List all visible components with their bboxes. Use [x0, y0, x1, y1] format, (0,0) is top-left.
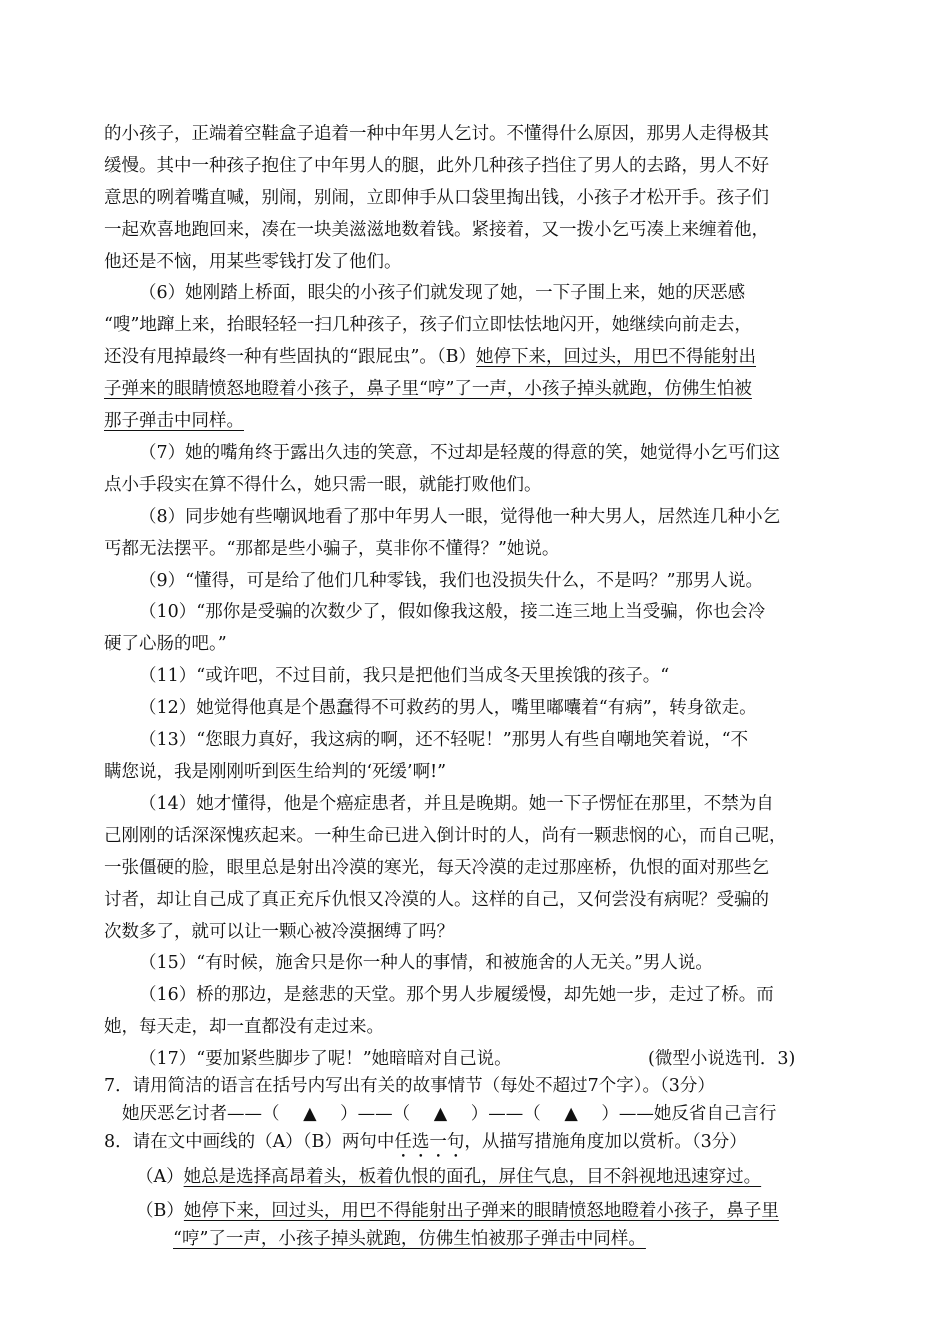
source-citation: (微型小说选刊．3)	[648, 1049, 796, 1069]
p14-line-4: 讨者，却让自己成了真正充斥仇恨又冷漠的人。这样的自己，又何尝没有病呢？受骗的	[104, 890, 769, 910]
q7-start: 她厌恶乞讨者——（	[122, 1104, 280, 1124]
p11-line: （11）“或许吧，不过目前，我只是把他们当成冬天里挨饿的孩子。“	[139, 666, 670, 686]
p8-line-2: 丐都无法摆平。“那都是些小骗子，莫非你不懂得？”她说。	[104, 539, 560, 559]
p14-line-2: 己刚刚的话深深愧疚起来。一种生命已进入倒计时的人，尚有一颗悲悯的心，而自己呢，	[104, 826, 787, 846]
p13-line-2: 瞒您说，我是刚刚听到医生给判的‘死缓’啊!”	[104, 762, 447, 782]
p10-line-1: （10）“那你是受骗的次数少了，假如像我这般，接二连三地上当受骗，你也会冷	[139, 602, 766, 622]
question-7-blanks	[122, 1103, 776, 1125]
q7-sep-1: ）——（	[340, 1104, 411, 1124]
option-b-text-2: “哼”了一声，小孩子掉头就跑，仿佛生怕被那子弹击中同样。	[173, 1229, 646, 1249]
p14-line-5: 次数多了，就可以让一颗心被冷漠捆缚了吗？	[104, 922, 454, 942]
p7-line-2: 点小手段实在算不得什么，她只需一眼，就能打败他们。	[104, 475, 542, 495]
intro-line-4: 一起欢喜地跑回来，凑在一块美滋滋地数着钱。紧接着，又一拨小乞丐凑上来缠着他，	[104, 220, 769, 240]
p6-line-1: （6）她刚踏上桥面，眼尖的小孩子们就发现了她，一下子围上来，她的厌恶感	[139, 283, 746, 303]
intro-line-3: 意思的咧着嘴直喊，别闹，别闹，立即伸手从口袋里掏出钱，小孩子才松开手。孩子们	[104, 188, 769, 208]
p6-line-2: “嗖”地蹿上来，抬眼轻轻一扫几种孩子，孩子们立即怯怯地闪开，她继续向前走去，	[104, 315, 752, 335]
underlined-sentence-b-part-1: 她停下来，回过头，用巴不得能射出	[476, 347, 757, 367]
option-a-text: 她总是选择高昂着头，板着仇恨的面孔，屏住气息，目不斜视地迅速穿过。	[183, 1167, 762, 1187]
p13-line-1: （13）“您眼力真好，我这病的啊，还不轻呢！”那男人有些自嘲地笑着说，“不	[139, 730, 749, 750]
q8-stem-a: 8．请在文中画线的（A）（B）两句中	[104, 1132, 395, 1152]
intro-line-1: 的小孩子，正端着空鞋盒子追着一种中年男人乞讨。不懂得什么原因，那男人走得极其	[104, 124, 769, 144]
blank-triangle-icon: ▲	[303, 1104, 317, 1124]
blank-triangle-icon: ▲	[564, 1104, 578, 1124]
q7-sep-2: ）——（	[470, 1104, 541, 1124]
option-a	[136, 1166, 761, 1188]
p14-line-1: （14）她才懂得，他是个癌症患者，并且是晚期。她一下子愣怔在那里，不禁为自	[139, 794, 774, 814]
option-b-text-1: 她停下来，回过头，用巴不得能射出子弹来的眼睛愤怒地瞪着小孩子，鼻子里	[183, 1201, 779, 1221]
p14-line-3: 一张僵硬的脸，眼里总是射出冷漠的寒光，每天冷漠的走过那座桥，仇恨的面对那些乞	[104, 858, 769, 878]
p6-line-3-plain: 还没有甩掉最终一种有些固执的“跟屁虫”。（B）	[104, 347, 477, 367]
q7-end: ）——她反省自己言行	[601, 1104, 777, 1124]
option-b-label: （B）	[136, 1201, 184, 1221]
intro-line-2: 缓慢。其中一种孩子抱住了中年男人的腿，此外几种孩子挡住了男人的去路，男人不好	[104, 156, 769, 176]
p15-line: （15）“有时候，施舍只是你一种人的事情，和被施舍的人无关。”男人说。	[139, 953, 713, 973]
q8-stem-b: ，从描写措施角度加以赏析。（3分）	[464, 1132, 747, 1152]
p12-line: （12）她觉得他真是个愚蠢得不可救药的男人，嘴里嘟囔着“有病”，转身欲走。	[139, 698, 757, 718]
p9-line: （9）“懂得，可是给了他们几种零钱，我们也没损失什么，不是吗？”那男人说。	[139, 571, 764, 591]
intro-line-5: 他还是不恼，用某些零钱打发了他们。	[104, 252, 402, 272]
p8-line-1: （8）同步她有些嘲讽地看了那中年男人一眼，觉得他一种大男人，居然连几种小乞	[139, 507, 781, 527]
p10-line-2: 硬了心肠的吧。”	[104, 634, 227, 654]
p7-line-1: （7）她的嘴角终于露出久违的笑意，不过却是轻蔑的得意的笑，她觉得小乞丐们这	[139, 443, 781, 463]
blank-triangle-icon: ▲	[433, 1104, 448, 1124]
underlined-sentence-b-part-3: 那子弹击中同样。	[104, 411, 244, 431]
question-8-stem	[104, 1131, 747, 1162]
p16-line-2: 她，每天走，却一直都没有走过来。	[104, 1017, 384, 1037]
option-a-label: （A）	[136, 1167, 184, 1187]
question-7-stem: 7．请用简洁的语言在括号内写出有关的故事情节（每处不超过7个字）。（3分）	[104, 1076, 715, 1096]
p6-line-3	[104, 346, 756, 368]
p16-line-1: （16）桥的那边，是慈悲的天堂。那个男人步履缓慢，却先她一步，走过了桥。而	[139, 985, 774, 1005]
option-b	[136, 1200, 779, 1222]
underlined-sentence-b-part-2: 子弹来的眼睛愤怒地瞪着小孩子，鼻子里“哼”了一声，小孩子掉头就跑，仿佛生怕被	[104, 379, 752, 399]
p17-line: （17）“要加紧些脚步了呢！”她暗暗对自己说。	[139, 1049, 512, 1069]
q8-emphasis-dotted: 任选一句	[394, 1132, 465, 1152]
